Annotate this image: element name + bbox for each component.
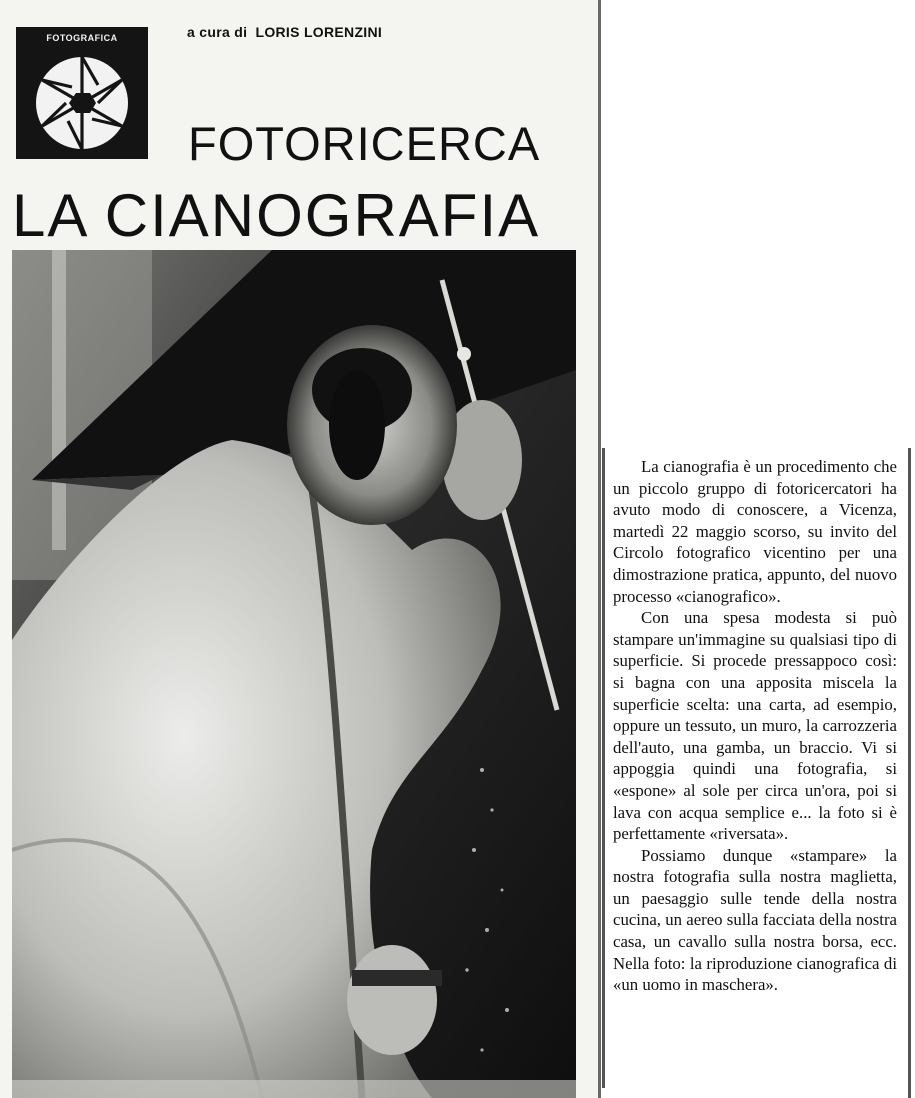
camera-shutter-icon — [34, 55, 130, 151]
article-paragraph: Possiamo dunque «stampare» la nostra fotografia sulla nostra maglietta, un paesaggio sulle tende della nostra cucina, un aereo sulla facciata della nostra casa, un cavallo sulla nostra borsa, ecc. Nella foto: la riproduzione cianografica di «un uomo in maschera». — [613, 845, 897, 995]
article-body — [613, 456, 897, 996]
byline-prefix: a cura di — [187, 24, 248, 40]
article-paragraph: Con una spesa modesta si può stampare un'immagine su qualsiasi tipo di superficie. Si procede pressappoco così: si bagna con una apposita miscela la superficie scelta: una carta, ad esempio, oppure un tessuto, un muro, la carrozzeria dell'auto, una gamba, un braccio. Vi si appoggia quindi una fotografia, si «espone» al sole per circa un'ora, poi si lava con acqua semplice e... la foto si è perfettamente «riversata». — [613, 608, 897, 844]
section-kicker: FOTORICERCA — [188, 117, 541, 170]
article-column — [602, 448, 911, 1088]
logo-label: FOTOGRAFICA — [46, 33, 118, 43]
byline — [187, 24, 382, 40]
article-title: LA CIANOGRAFIA — [12, 182, 541, 249]
article-paragraph: La cianografia è un procedimento che un piccolo gruppo di fotoricercatori ha avuto modo di conoscere, a Vicenza, martedì 22 maggio scorso, su invito del Circolo fotografico vicentino per una dimostrazione pratica, appunto, del nuovo processo «cianografico». — [613, 457, 897, 606]
page-gutter — [598, 0, 601, 1098]
byline-author: LORIS LORENZINI — [255, 24, 383, 40]
photo-illustration — [12, 250, 576, 1098]
column-rule — [908, 448, 911, 1098]
article-photo — [12, 250, 576, 1098]
section-logo — [16, 27, 148, 159]
